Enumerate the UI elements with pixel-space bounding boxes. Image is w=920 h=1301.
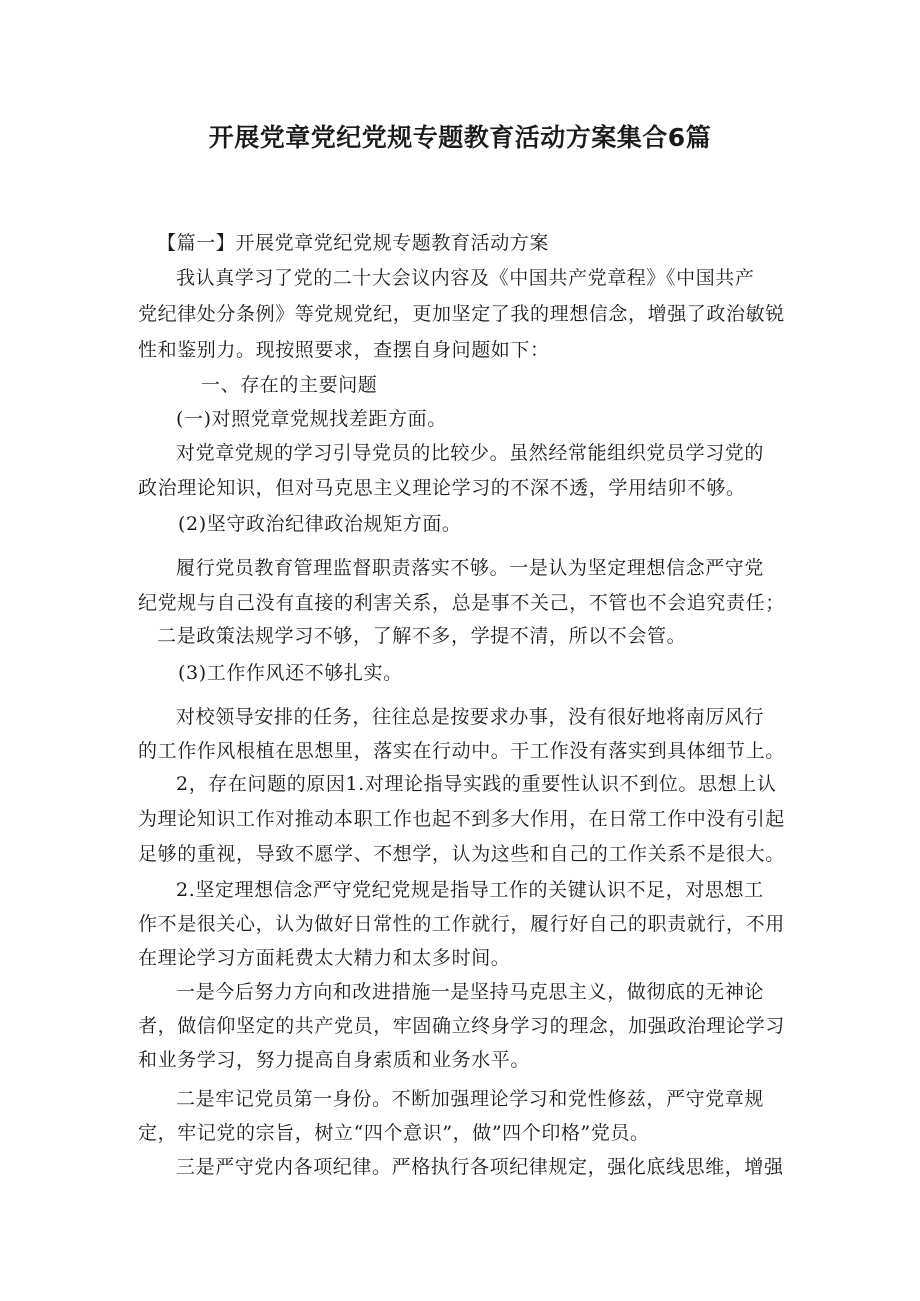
text-line: 在理论学习方面耗费太大精力和太多时间。 bbox=[138, 947, 511, 969]
section-heading: 【篇一】开展党章党纪党规专题教育活动方案 bbox=[157, 232, 550, 254]
text-line: 性和鉴别力。现按照要求，查摆自身问题如下： bbox=[138, 339, 550, 361]
text-line: 二是政策法规学习不够，了解不多，学提不清，所以不会管。 bbox=[157, 625, 687, 647]
text-line: 定，牢记党的宗旨，树立“四个意识”，做”四个印格”党员。 bbox=[138, 1122, 650, 1144]
text-line: 2.坚定理想信念严守党纪党规是指导工作的关键认识不足，对思想工 bbox=[176, 879, 764, 901]
text-line: 和业务学习，努力提高自身索质和业务水平。 bbox=[138, 1049, 531, 1071]
text-line: 一是今后努力方向和改进措施一是坚持马克思主义，做彻底的无神论 bbox=[176, 981, 765, 1003]
text-line: 足够的重视，导致不愿学、不想学，认为这些和自己的工作关系不是很大。 bbox=[138, 843, 785, 865]
text-line: 纪党规与自己没有直接的利害关系，总是事不关己，不管也不会追究责任； bbox=[138, 592, 785, 614]
text-line: 者，做信仰坚定的共产党员，牢固确立终身学习的理念，加强政治理论学习 bbox=[138, 1015, 785, 1037]
text-line: 二是牢记党员第一身份。不断加强理论学习和党性修兹，严守党章规 bbox=[176, 1088, 765, 1110]
text-line: 作不是很关心，认为做好日常性的工作就行，履行好自己的职责就行，不用 bbox=[138, 913, 785, 935]
document-title: 开展党章党纪党规专题教育活动方案集合6篇 bbox=[208, 123, 712, 152]
text-line: 党纪律处分条例》等党规党纪，更加坚定了我的理想信念，增强了政治敏锐 bbox=[138, 303, 785, 325]
subheading: (2)坚守政治纪律政治规矩方面。 bbox=[178, 513, 462, 535]
text-line: 我认真学习了党的二十大会议内容及《中国共产党章程》《中国共产 bbox=[176, 267, 755, 289]
subheading: (3)工作作风还不够扎实。 bbox=[178, 662, 403, 684]
text-line: 政治理论知识，但对马克思主义理论学习的不深不透，学用结卯不够。 bbox=[138, 477, 746, 499]
subheading: (一)对照党章党规找差距方面。 bbox=[176, 408, 447, 430]
subheading: 一、存在的主要问题 bbox=[201, 374, 378, 396]
text-line: 2，存在问题的原因1.对理论指导实践的重要性认识不到位。思想上认 bbox=[176, 773, 777, 795]
text-line: 对党章党规的学习引导党员的比较少。虽然经常能组织党员学习党的 bbox=[176, 442, 765, 464]
text-line: 的工作作风根植在思想里，落实在行动中。干工作没有落实到具体细节上。 bbox=[138, 740, 785, 762]
text-line: 对校领导安排的任务，往往总是按要求办事，没有很好地将南厉风行 bbox=[176, 706, 765, 728]
text-line: 三是严守党内各项纪律。严格执行各项纪律规定，强化底线思维，增强 bbox=[176, 1156, 784, 1178]
text-line: 为理论知识工作对推动本职工作也起不到多大作用，在日常工作中没有引起 bbox=[138, 808, 785, 830]
text-line: 履行党员教育管理监督职责落实不够。一是认为坚定理想信念严守党 bbox=[176, 557, 765, 579]
